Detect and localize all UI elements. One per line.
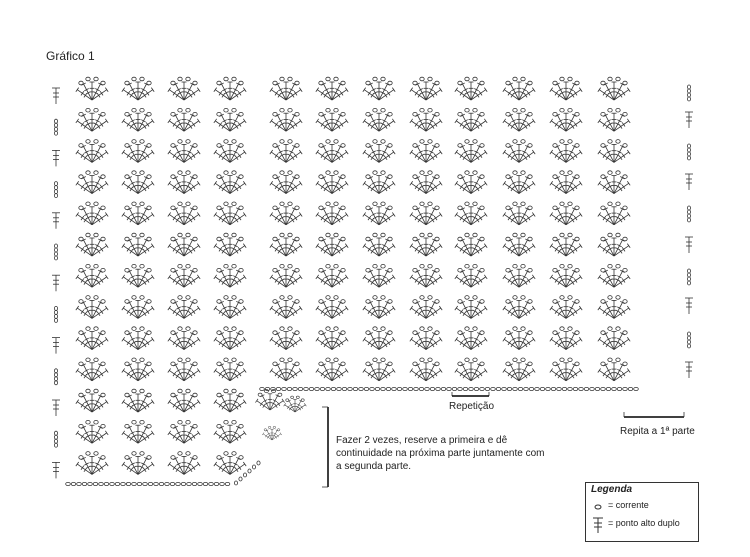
fan-right-r6-c2 xyxy=(316,233,348,256)
edge-left-chain-8 xyxy=(54,306,57,322)
fan-right-r7-c6 xyxy=(503,264,535,287)
edge-right-dtr-10 xyxy=(685,362,693,378)
fan-right-r7-c7 xyxy=(550,264,582,287)
fan-right-r10-c7 xyxy=(550,358,582,381)
repeat-label: Repetição xyxy=(449,401,495,412)
legend-item-double-treble: = ponto alto duplo xyxy=(608,518,680,528)
fan-left-r5-c4 xyxy=(214,202,246,225)
fan-right-r1-c3 xyxy=(363,77,395,100)
fan-left-r9-c3 xyxy=(168,327,200,350)
fan-left-r7-c4 xyxy=(214,264,246,287)
fan-right-r9-c7 xyxy=(550,327,582,350)
fan-right-r5-c3 xyxy=(363,202,395,225)
fan-left-r10-c1 xyxy=(76,358,108,381)
fan-right-r10-c2 xyxy=(316,358,348,381)
fan-left-r10-c2 xyxy=(122,358,154,381)
fan-right-r2-c4 xyxy=(410,108,442,131)
fan-right-r10-c5 xyxy=(455,358,487,381)
foundation-chain-right xyxy=(260,387,639,390)
fan-right-r5-c6 xyxy=(503,202,535,225)
edge-left-dtr-1 xyxy=(52,88,60,104)
fan-left-r7-c3 xyxy=(168,264,200,287)
fan-right-r7-c2 xyxy=(316,264,348,287)
edge-left-dtr-13 xyxy=(52,462,60,478)
fan-right-r4-c1 xyxy=(270,171,302,194)
edge-left-dtr-11 xyxy=(52,400,60,416)
fan-right-r8-c3 xyxy=(363,296,395,319)
fan-right-r1-c1 xyxy=(270,77,302,100)
edge-left-dtr-3 xyxy=(52,150,60,166)
fan-left-r10-c4 xyxy=(214,358,246,381)
fan-right-r10-c3 xyxy=(363,358,395,381)
fan-left-r12-c3 xyxy=(168,420,200,443)
edge-right-dtr-6 xyxy=(685,237,693,253)
fan-right-r2-c5 xyxy=(455,108,487,131)
fan-right-r8-c2 xyxy=(316,296,348,319)
fan-left-r6-c4 xyxy=(214,233,246,256)
edge-right-chain-7 xyxy=(687,269,690,285)
fan-right-r4-c8 xyxy=(598,171,630,194)
instruction-bracket xyxy=(322,407,328,487)
fan-right-r9-c1 xyxy=(270,327,302,350)
fan-left-r6-c1 xyxy=(76,233,108,256)
legend-title: Legenda xyxy=(591,484,633,495)
edge-left-chain-12 xyxy=(54,431,57,447)
fan-left-r11-c2 xyxy=(122,389,154,412)
fan-right-r1-c2 xyxy=(316,77,348,100)
fan-right-r9-c4 xyxy=(410,327,442,350)
fan-right-r1-c7 xyxy=(550,77,582,100)
fan-right-r8-c4 xyxy=(410,296,442,319)
fan-left-r8-c4 xyxy=(214,296,246,319)
fan-left-r1-c4 xyxy=(214,77,246,100)
edge-left-chain-6 xyxy=(54,244,57,260)
repeat-first-part-label: Repita a 1ª parte xyxy=(620,426,695,437)
fan-left-r9-c4 xyxy=(214,327,246,350)
repeat-first-part-bracket xyxy=(624,412,684,417)
fan-left-r3-c4 xyxy=(214,140,246,163)
fan-partial-3 xyxy=(262,426,281,440)
fan-right-r3-c7 xyxy=(550,140,582,163)
fan-left-r1-c2 xyxy=(122,77,154,100)
fan-right-r9-c3 xyxy=(363,327,395,350)
fan-right-r7-c3 xyxy=(363,264,395,287)
fan-right-r2-c7 xyxy=(550,108,582,131)
fan-left-r2-c3 xyxy=(168,108,200,131)
fan-right-r10-c6 xyxy=(503,358,535,381)
fan-right-r1-c5 xyxy=(455,77,487,100)
fan-left-r12-c1 xyxy=(76,420,108,443)
fan-right-r10-c8 xyxy=(598,358,630,381)
fan-right-r3-c2 xyxy=(316,140,348,163)
edge-left-dtr-9 xyxy=(52,338,60,354)
fan-left-r8-c3 xyxy=(168,296,200,319)
foundation-chain-left xyxy=(66,482,230,485)
fan-right-r9-c8 xyxy=(598,327,630,350)
fan-right-r4-c3 xyxy=(363,171,395,194)
fan-right-r5-c1 xyxy=(270,202,302,225)
edge-right-chain-1 xyxy=(687,85,690,101)
fan-left-r5-c1 xyxy=(76,202,108,225)
edge-right-dtr-2 xyxy=(685,112,693,128)
fan-right-r10-c1 xyxy=(270,358,302,381)
fan-left-r11-c3 xyxy=(168,389,200,412)
fan-left-r12-c4 xyxy=(214,420,246,443)
fan-right-r6-c5 xyxy=(455,233,487,256)
fan-right-r6-c4 xyxy=(410,233,442,256)
chain-stitch-icon xyxy=(591,501,605,513)
edge-right-chain-5 xyxy=(687,206,690,222)
fan-left-r3-c3 xyxy=(168,140,200,163)
fan-right-r9-c5 xyxy=(455,327,487,350)
fan-right-r3-c4 xyxy=(410,140,442,163)
fan-left-r4-c3 xyxy=(168,171,200,194)
fan-left-r7-c2 xyxy=(122,264,154,287)
double-treble-icon xyxy=(590,516,606,534)
fan-left-r13-c2 xyxy=(122,452,154,475)
fan-right-r6-c8 xyxy=(598,233,630,256)
fan-right-r10-c4 xyxy=(410,358,442,381)
fan-left-r4-c1 xyxy=(76,171,108,194)
repeat-bracket xyxy=(452,392,489,396)
fan-right-r5-c7 xyxy=(550,202,582,225)
fan-right-r3-c5 xyxy=(455,140,487,163)
chart-title: Gráfico 1 xyxy=(46,49,95,63)
fan-left-r13-c1 xyxy=(76,452,108,475)
fan-right-r7-c8 xyxy=(598,264,630,287)
fan-partial-2 xyxy=(284,396,307,412)
fan-right-r2-c1 xyxy=(270,108,302,131)
fan-left-r7-c1 xyxy=(76,264,108,287)
fan-right-r6-c1 xyxy=(270,233,302,256)
fan-left-r4-c2 xyxy=(122,171,154,194)
fan-left-r5-c3 xyxy=(168,202,200,225)
legend-box xyxy=(585,482,699,542)
edge-left-chain-10 xyxy=(54,369,57,385)
fan-right-r8-c8 xyxy=(598,296,630,319)
fan-left-r2-c4 xyxy=(214,108,246,131)
fan-left-r12-c2 xyxy=(122,420,154,443)
fan-left-r1-c3 xyxy=(168,77,200,100)
fan-right-r1-c6 xyxy=(503,77,535,100)
edge-right-chain-3 xyxy=(687,144,690,160)
fan-right-r9-c2 xyxy=(316,327,348,350)
fan-left-r6-c2 xyxy=(122,233,154,256)
fan-right-r3-c1 xyxy=(270,140,302,163)
fan-right-r3-c8 xyxy=(598,140,630,163)
fan-left-r8-c1 xyxy=(76,296,108,319)
edge-left-dtr-7 xyxy=(52,275,60,291)
fan-right-r8-c7 xyxy=(550,296,582,319)
fan-left-r5-c2 xyxy=(122,202,154,225)
fan-left-r3-c1 xyxy=(76,140,108,163)
fan-left-r11-c4 xyxy=(214,389,246,412)
fan-right-r1-c8 xyxy=(598,77,630,100)
diagonal-chain xyxy=(234,461,260,485)
fan-left-r1-c1 xyxy=(76,77,108,100)
fan-right-r9-c6 xyxy=(503,327,535,350)
fan-right-r3-c3 xyxy=(363,140,395,163)
fan-right-r4-c6 xyxy=(503,171,535,194)
fan-right-r5-c2 xyxy=(316,202,348,225)
fan-left-r4-c4 xyxy=(214,171,246,194)
fan-right-r2-c8 xyxy=(598,108,630,131)
fan-right-r2-c3 xyxy=(363,108,395,131)
fan-right-r4-c5 xyxy=(455,171,487,194)
fan-left-r2-c2 xyxy=(122,108,154,131)
fan-right-r6-c3 xyxy=(363,233,395,256)
fan-left-r2-c1 xyxy=(76,108,108,131)
fan-left-r11-c1 xyxy=(76,389,108,412)
fan-right-r5-c8 xyxy=(598,202,630,225)
fan-right-r6-c7 xyxy=(550,233,582,256)
fan-left-r3-c2 xyxy=(122,140,154,163)
fan-right-r4-c4 xyxy=(410,171,442,194)
fan-right-r4-c2 xyxy=(316,171,348,194)
fan-right-r4-c7 xyxy=(550,171,582,194)
instruction-text: Fazer 2 vezes, reserve a primeira e dê continuidade na próxima parte juntamente com a segunda parte. xyxy=(336,435,545,472)
edge-right-dtr-4 xyxy=(685,174,693,190)
fan-left-r10-c3 xyxy=(168,358,200,381)
fan-right-r1-c4 xyxy=(410,77,442,100)
fan-left-r13-c3 xyxy=(168,452,200,475)
fan-right-r3-c6 xyxy=(503,140,535,163)
fan-left-r8-c2 xyxy=(122,296,154,319)
fan-right-r7-c5 xyxy=(455,264,487,287)
edge-left-chain-2 xyxy=(54,119,57,135)
fan-right-r6-c6 xyxy=(503,233,535,256)
fan-right-r5-c5 xyxy=(455,202,487,225)
fan-right-r8-c6 xyxy=(503,296,535,319)
fan-right-r7-c1 xyxy=(270,264,302,287)
edge-right-chain-9 xyxy=(687,332,690,348)
fan-left-r9-c1 xyxy=(76,327,108,350)
edge-left-dtr-5 xyxy=(52,213,60,229)
edge-right-dtr-8 xyxy=(685,298,693,314)
fan-right-r8-c1 xyxy=(270,296,302,319)
fan-left-r9-c2 xyxy=(122,327,154,350)
edge-left-chain-4 xyxy=(54,182,57,198)
fan-right-r8-c5 xyxy=(455,296,487,319)
fan-left-r6-c3 xyxy=(168,233,200,256)
fan-right-r2-c2 xyxy=(316,108,348,131)
fan-right-r2-c6 xyxy=(503,108,535,131)
fan-right-r7-c4 xyxy=(410,264,442,287)
fan-right-r5-c4 xyxy=(410,202,442,225)
fan-left-r13-c4 xyxy=(214,452,246,475)
legend-item-chain: = corrente xyxy=(608,500,649,510)
fan-partial-1 xyxy=(255,389,284,410)
